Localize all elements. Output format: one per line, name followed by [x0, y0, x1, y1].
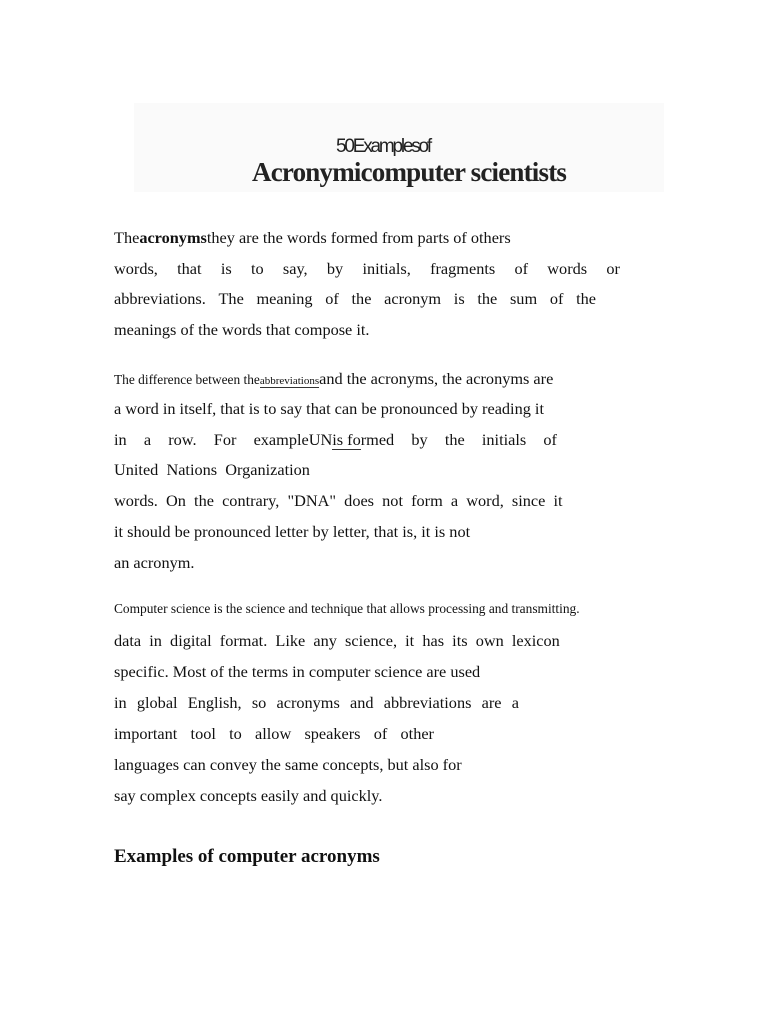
- text-span: they are the words formed from parts of others: [206, 228, 511, 247]
- text-span: and the acronyms, the acronyms are: [319, 369, 554, 388]
- word: is: [220, 259, 232, 278]
- paragraph-2-line-4: United Nations Organization: [114, 460, 310, 479]
- word: acronym: [384, 289, 442, 308]
- word: a: [143, 430, 152, 449]
- word: or: [606, 259, 620, 278]
- paragraph-2-line-1: [114, 369, 553, 391]
- word: abbreviations.: [114, 289, 206, 308]
- paragraph-2-line-6: it should be pronounced letter by letter, that is, it is not: [114, 522, 471, 541]
- word: rmed: [360, 430, 395, 449]
- word: speakers: [304, 724, 361, 743]
- page-title: Acronymicomputer scientists: [252, 157, 567, 187]
- word: words: [547, 259, 588, 278]
- paragraph-3-line-3: specific. Most of the terms in computer science are used: [114, 662, 481, 681]
- word: the: [444, 430, 465, 449]
- word: row.: [168, 430, 197, 449]
- text-span: The difference between the: [114, 372, 260, 387]
- word: tool: [190, 724, 216, 743]
- word: abbreviations: [383, 693, 472, 712]
- paragraph-2-line-3: [114, 430, 557, 450]
- word: acronyms: [276, 693, 340, 712]
- paragraph-1-line-1: [114, 228, 511, 248]
- word: important: [114, 724, 178, 743]
- word: so: [251, 693, 267, 712]
- word: of: [543, 430, 557, 449]
- word: of: [325, 289, 339, 308]
- word: words,: [114, 259, 158, 278]
- paragraph-2-line-5: words. On the contrary, "DNA" does not form a word, since it: [114, 491, 563, 510]
- paragraph-3-line-7: say complex concepts easily and quickly.: [114, 786, 383, 805]
- title-kicker: 50Examplesof: [336, 136, 431, 157]
- paragraph-3-line-2: data in digital format. Like any science, it has its own lexicon: [114, 631, 560, 650]
- paragraph-2-line-2: a word in itself, that is to say that can be pronounced by reading it: [114, 399, 544, 418]
- word: English,: [187, 693, 242, 712]
- word: of: [373, 724, 388, 743]
- word: initials,: [362, 259, 411, 278]
- word: of: [549, 289, 564, 308]
- word: other: [400, 724, 434, 743]
- word: are: [481, 693, 502, 712]
- word: of: [514, 259, 529, 278]
- word: the: [351, 289, 372, 308]
- word: fragments: [430, 259, 496, 278]
- word: to: [250, 259, 264, 278]
- word: in: [114, 430, 127, 449]
- underlined-text: is fo: [332, 430, 361, 449]
- word: a: [511, 693, 519, 712]
- word: The: [218, 289, 244, 308]
- word: For: [213, 430, 237, 449]
- word: the: [477, 289, 498, 308]
- abbreviations-link[interactable]: abbreviations: [259, 375, 320, 387]
- paragraph-3-line-4: [114, 693, 519, 713]
- word: meaning: [256, 289, 313, 308]
- paragraph-3-line-1: Computer science is the science and technique that allows processing and transmitting.: [114, 601, 580, 616]
- word: to: [229, 724, 242, 743]
- word: sum: [509, 289, 538, 308]
- word: and: [350, 693, 374, 712]
- word: initials: [481, 430, 527, 449]
- paragraph-3-line-6: languages can convey the same concepts, but also for: [114, 755, 462, 774]
- word: is: [453, 289, 465, 308]
- word: by: [411, 430, 428, 449]
- paragraph-1-line-4: meanings of the words that compose it.: [114, 320, 370, 339]
- bold-term: acronyms: [139, 228, 207, 247]
- word: global: [136, 693, 178, 712]
- word: that: [177, 259, 202, 278]
- paragraph-3-line-5: [114, 724, 434, 744]
- word: say,: [282, 259, 308, 278]
- word: by: [326, 259, 344, 278]
- paragraph-1-line-2: [114, 259, 620, 279]
- word-group: [254, 430, 395, 450]
- text-span: The: [114, 228, 140, 247]
- word: exampleUN: [253, 430, 333, 449]
- paragraph-1-line-3: [114, 289, 596, 309]
- section-heading: Examples of computer acronyms: [114, 846, 380, 867]
- word: the: [576, 289, 596, 308]
- paragraph-2-line-7: an acronym.: [114, 553, 195, 572]
- word: in: [114, 693, 127, 712]
- word: allow: [255, 724, 292, 743]
